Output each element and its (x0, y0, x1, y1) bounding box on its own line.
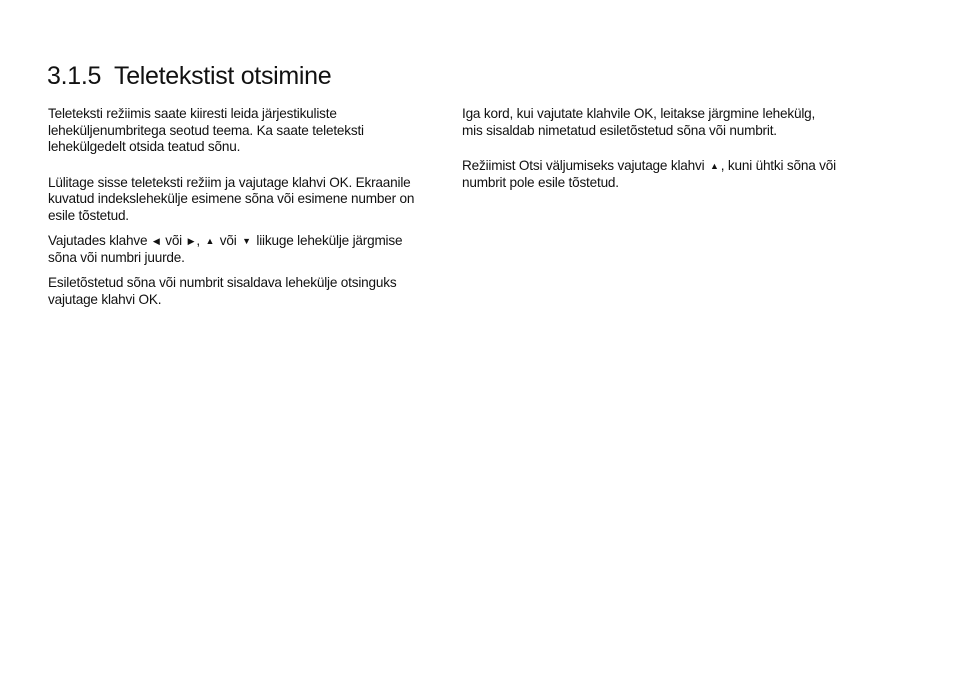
arrow-up-icon: ▲ (710, 161, 719, 171)
arrow-up-icon: ▲ (205, 236, 215, 246)
activate-paragraph: Lülitage sisse teleteksti režiim ja vajutage klahvi OK. Ekraanile kuvatud indekslehekülje esimene sõna või esimene number on esile tõstetud. (48, 174, 415, 223)
arrow-right-icon: ▶ (187, 236, 195, 246)
exit-text-2: , kuni ühtki sõna või numbrit pole esile tõstetud. (462, 158, 836, 190)
search-paragraph: Esiletõstetud sõna või numbrit sisaldava lehekülje otsinguks vajutage klahvi OK. (48, 275, 397, 307)
arrow-down-icon: ▼ (242, 236, 251, 246)
navigate-text-4: või (219, 233, 237, 248)
navigate-text-1: Vajutades klahve (48, 233, 148, 248)
section-title: Teletekstist otsimine (114, 62, 332, 90)
repeat-paragraph: Iga kord, kui vajutate klahvile OK, leitakse järgmine lehekülg, mis sisaldab nimetatud esiletõstetud sõna või numbrit. (462, 106, 816, 138)
navigate-text-3: , (196, 233, 200, 248)
intro-paragraph: Teleteksti režiimis saate kiiresti leida järjestikuliste leheküljenumbritega seotud teema. Ka saate teleteksti lehekülgedelt otsida teatud sõnu. (48, 106, 364, 154)
exit-paragraph (462, 158, 837, 191)
arrow-left-icon: ◀ (152, 236, 160, 246)
left-column (48, 106, 418, 308)
navigate-text-5: liikuge lehekülje järgmise sõna või numbri juurde. (48, 233, 403, 265)
exit-text-1: Režiimist Otsi väljumiseks vajutage klahvi (462, 158, 705, 173)
right-column (462, 106, 837, 191)
section-heading (47, 60, 331, 92)
navigate-paragraph (48, 233, 418, 266)
section-number: 3.1.5 (47, 62, 102, 90)
navigate-text-2: või (165, 233, 182, 248)
